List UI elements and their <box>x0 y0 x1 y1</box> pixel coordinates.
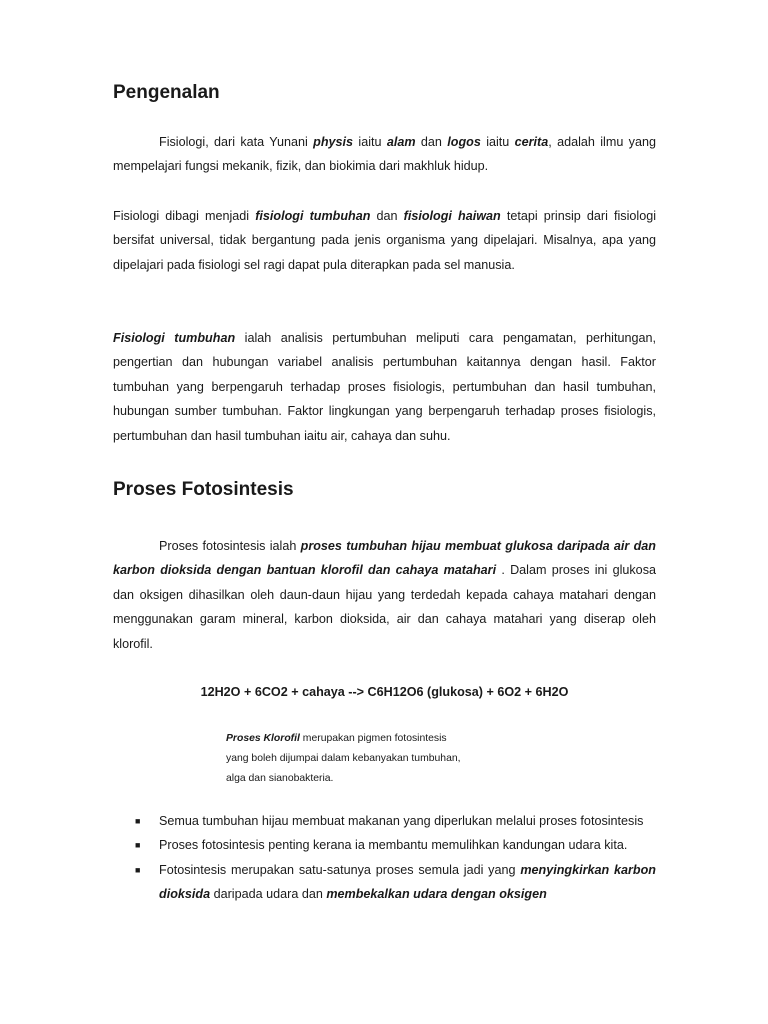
bullet-icon: ■ <box>135 864 141 875</box>
caption-line-3: alga dan sianobakteria. <box>226 773 334 784</box>
paragraph-fisiologi-tumbuhan: Fisiologi tumbuhan ialah analisis pertumbuhan meliputi cara pengamatan, perhitungan, pengertian dan hubungan variabel analisis pertumbuhan kaitannya dengan hasil. Faktor tumbuhan yang berpengaruh terhadap proses fisiologis, pertumbuhan dan hasil tumbuhan, hubungan sumber tumbuhan. Faktor lingkungan yang berpengaruh terhadap proses fisiologis, pertumbuhan dan hasil tumbuhan iaitu air, cahaya dan suhu. <box>113 331 656 443</box>
paragraph-fisiologi-definition: Fisiologi, dari kata Yunani physis iaitu alam dan logos iaitu cerita, adalah ilmu yang mempelajari fungsi mekanik, fizik, dan biokimia dari makhluk hidup. <box>113 135 656 174</box>
paragraph-fotosintesis-definition: Proses fotosintesis ialah proses tumbuhan hijau membuat glukosa daripada air dan karbon dioksida dengan bantuan klorofil dan cahaya matahari . Dalam proses ini glukosa dan oksigen dihasilkan oleh daun-daun hijau yang terdedah kepada cahaya matahari dengan menggunakan garam mineral, karbon dioksida, air dan cahaya matahari yang diserap oleh klorofil. <box>113 539 656 651</box>
heading-pengenalan: Pengenalan <box>113 82 220 103</box>
bullet-list <box>113 809 656 907</box>
bullet-icon: ■ <box>135 840 141 851</box>
heading-proses-fotosintesis: Proses Fotosintesis <box>113 479 294 500</box>
klorofil-caption <box>226 729 526 789</box>
list-item: ■ Fotosintesis merupakan satu-satunya proses semula jadi yang menyingkirkan karbon dioksida daripada udara dan membekalkan udara dengan oksigen <box>113 858 656 907</box>
list-item: ■ Semua tumbuhan hijau membuat makanan yang diperlukan melalui proses fotosintesis <box>113 809 656 833</box>
caption-line-1: Proses Klorofil merupakan pigmen fotosintesis <box>226 733 447 744</box>
caption-line-2: yang boleh dijumpai dalam kebanyakan tumbuhan, <box>226 753 461 764</box>
paragraph-fisiologi-division: Fisiologi dibagi menjadi fisiologi tumbuhan dan fisiologi haiwan tetapi prinsip dari fisiologi bersifat universal, tidak bergantung pada jenis organisma yang dipelajari. Misalnya, apa yang dipelajari pada fisiologi sel ragi dapat pula diterapkan pada sel manusia. <box>113 209 657 272</box>
photosynthesis-equation: 12H2O + 6CO2 + cahaya --> C6H12O6 (glukosa) + 6O2 + 6H2O <box>200 685 569 699</box>
list-item: ■ Proses fotosintesis penting kerana ia membantu memulihkan kandungan udara kita. <box>113 833 656 857</box>
bullet-icon: ■ <box>135 816 141 826</box>
